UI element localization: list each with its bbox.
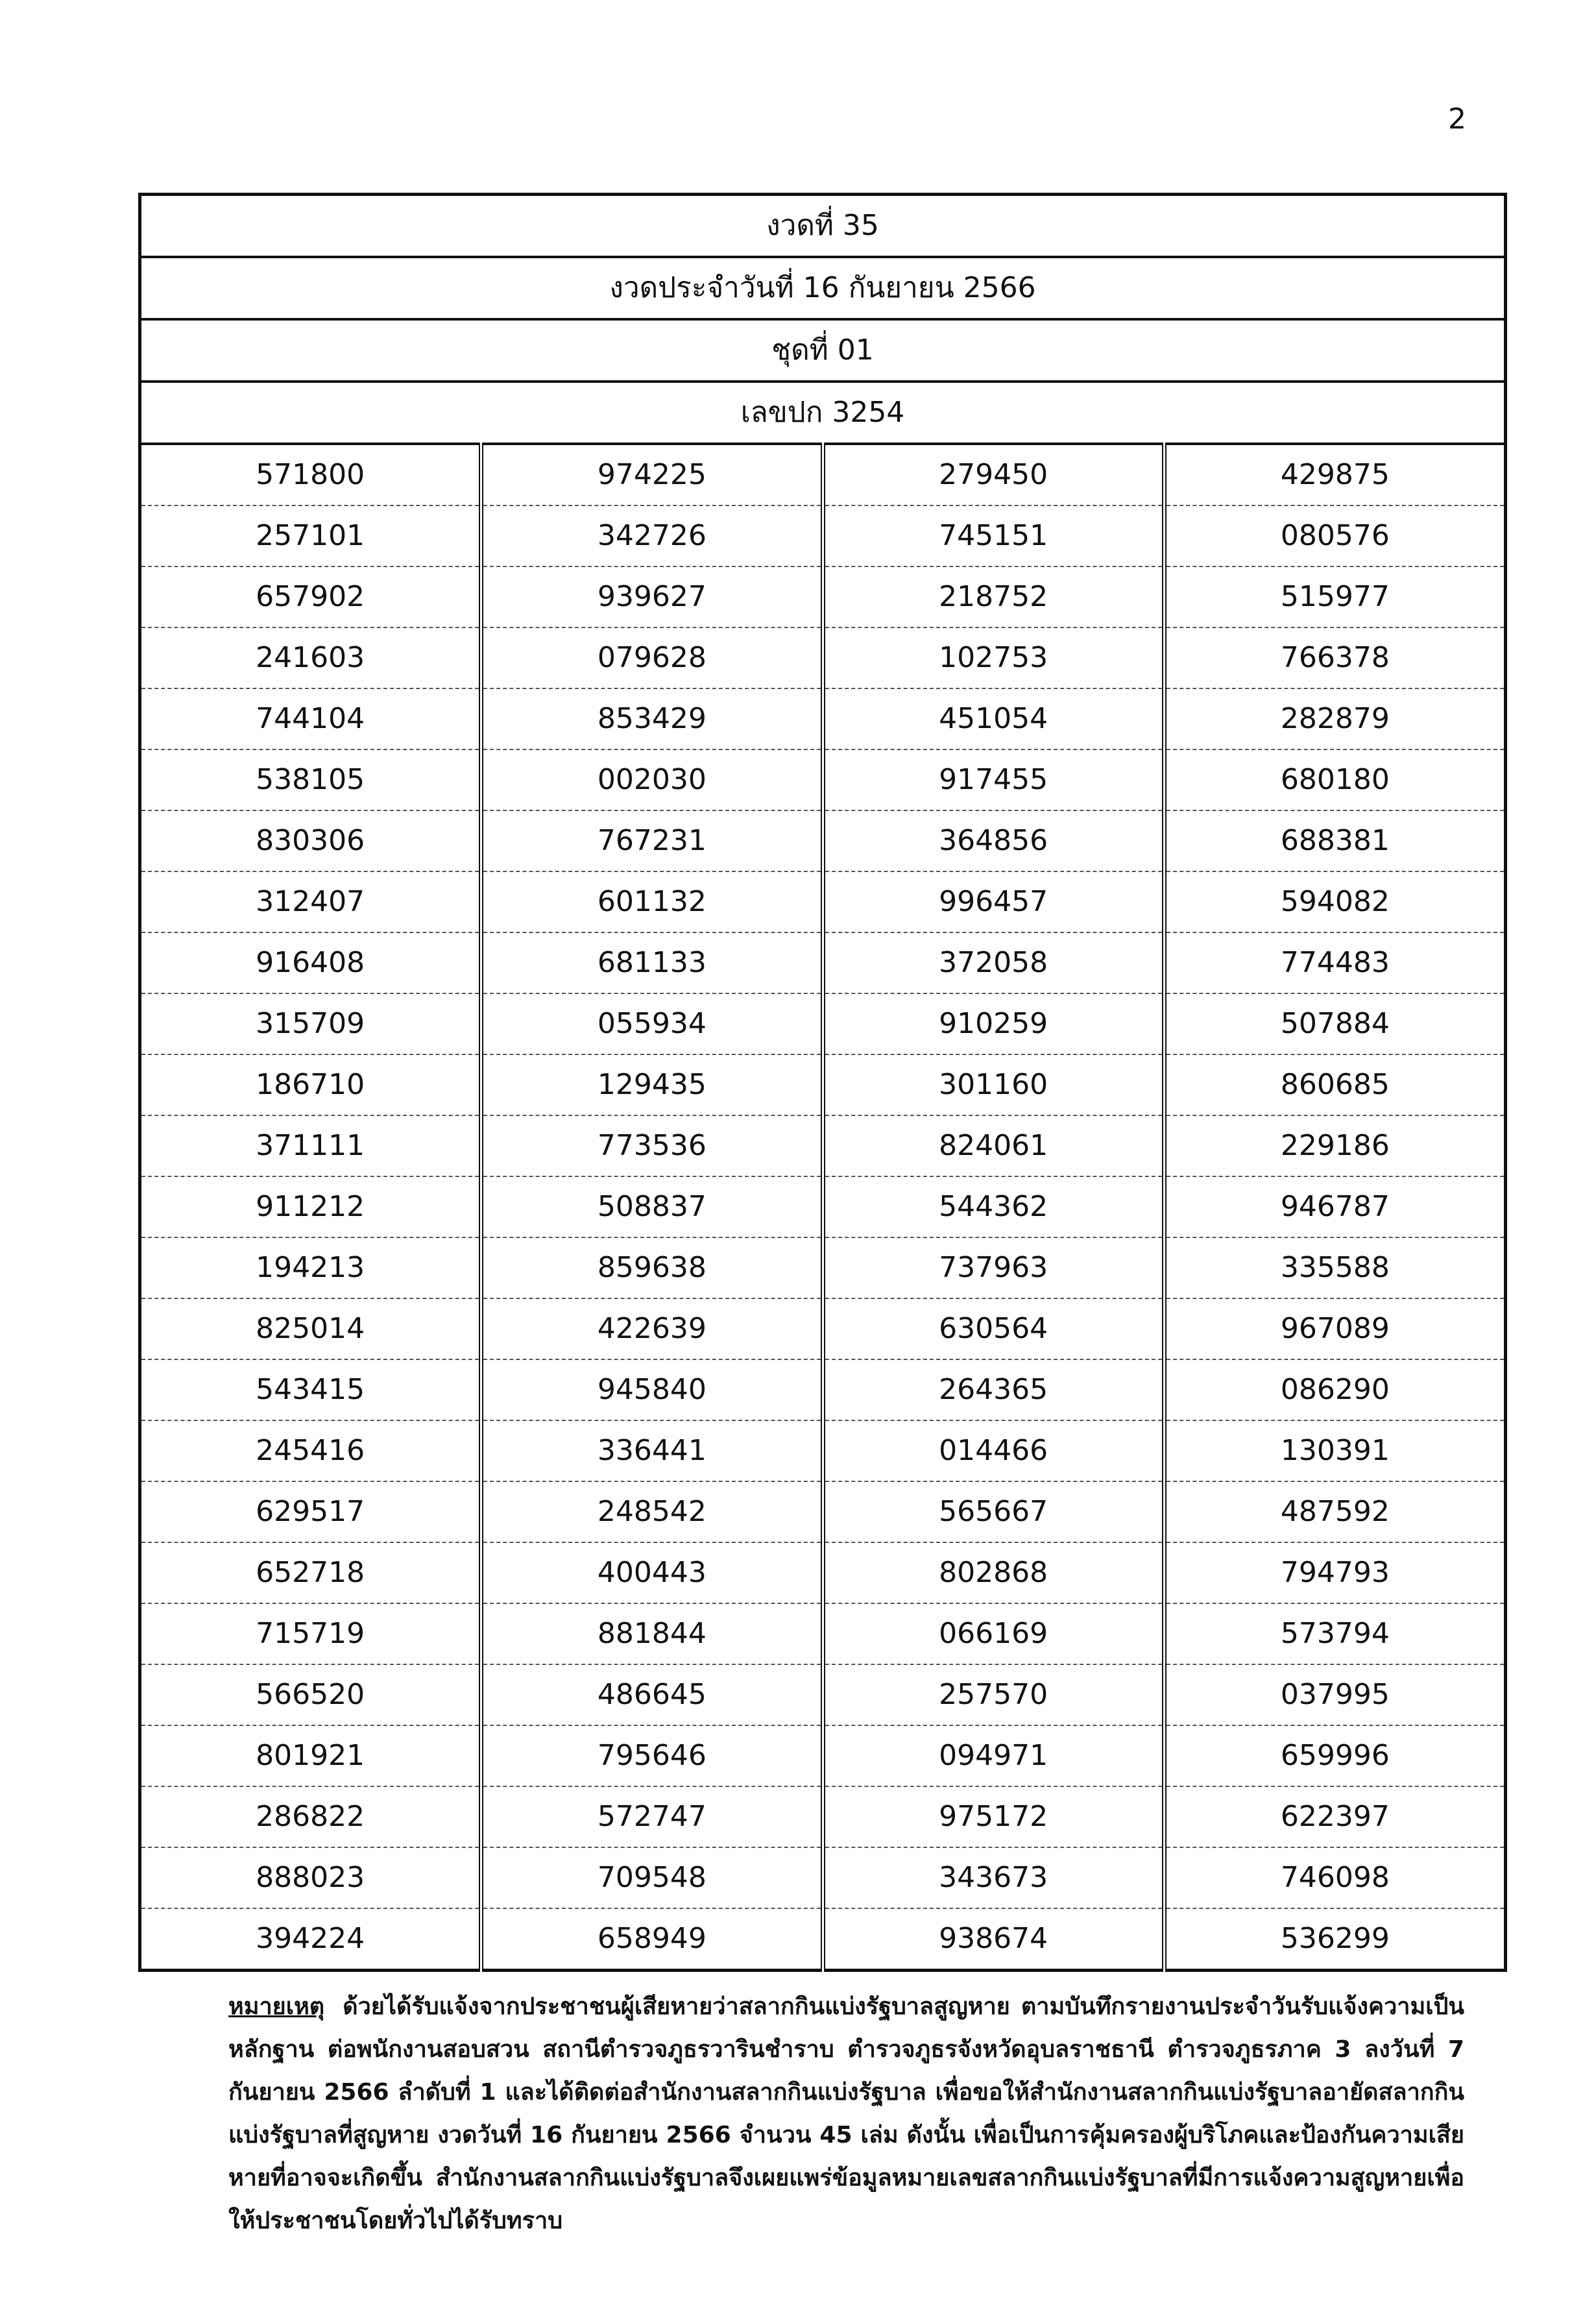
lottery-number-cell: 218752 — [823, 566, 1164, 627]
lottery-number-cell: 194213 — [140, 1237, 481, 1298]
table-row — [140, 1786, 1506, 1847]
lottery-number-cell: 229186 — [1164, 1115, 1505, 1176]
lottery-number-cell: 801921 — [140, 1725, 481, 1786]
lottery-number-cell: 680180 — [1164, 749, 1505, 810]
table-row — [140, 566, 1506, 627]
lottery-number-cell: 911212 — [140, 1176, 481, 1237]
table-row — [140, 688, 1506, 749]
lottery-number-cell: 507884 — [1164, 993, 1505, 1054]
lottery-number-cell: 688381 — [1164, 810, 1505, 871]
lottery-number-cell: 264365 — [823, 1359, 1164, 1420]
lottery-number-cell: 681133 — [481, 932, 823, 993]
lottery-number-cell: 102753 — [823, 627, 1164, 688]
lottery-number-cell: 737963 — [823, 1237, 1164, 1298]
lottery-number-cell: 996457 — [823, 871, 1164, 932]
lottery-number-cell: 767231 — [481, 810, 823, 871]
draw-date: งวดประจำวันที่ 16 กันยายน 2566 — [140, 257, 1506, 319]
lottery-number-cell: 917455 — [823, 749, 1164, 810]
lottery-number-cell: 715719 — [140, 1603, 481, 1664]
table-row — [140, 932, 1506, 993]
lottery-number-cell: 508837 — [481, 1176, 823, 1237]
table-row — [140, 1542, 1506, 1603]
lottery-number-cell: 487592 — [1164, 1481, 1505, 1542]
lottery-number-cell: 566520 — [140, 1664, 481, 1725]
lottery-number-cell: 002030 — [481, 749, 823, 810]
lottery-number-cell: 766378 — [1164, 627, 1505, 688]
lottery-number-cell: 536299 — [1164, 1908, 1505, 1971]
table-row — [140, 1115, 1506, 1176]
table-row — [140, 1664, 1506, 1725]
lottery-number-cell: 086290 — [1164, 1359, 1505, 1420]
lottery-number-cell: 794793 — [1164, 1542, 1505, 1603]
footnote-text: ด้วยได้รับแจ้งจากประชาชนผู้เสียหายว่าสลากกินแบ่งรัฐบาลสูญหาย ตามบันทึกรายงานประจำวันรับแจ้งความเป็นหลักฐาน ต่อพนักงานสอบสวน สถานีตำรวจภูธรวารินชำราบ ตำรวจภูธรจังหวัดอุบลราชธานี ตำรวจภูธรภาค 3 ลงวันที่ 7 กันยายน 2566 ลำดับที่ 1 และได้ติดต่อสำนักงานสลากกินแบ่งรัฐบาล เพื่อขอให้สำนักงานสลากกินแบ่งรัฐบาลอายัดสลากกินแบ่งรัฐบาลที่สูญหาย งวดวันที่ 16 กันยายน 2566 จำนวน 45 เล่ม ดังนั้น เพื่อเป็นการคุ้มครองผู้บริโภคและป้องกันความเสียหายที่อาจจะเกิดขึ้น สำนักงานสลากกินแบ่งรัฐบาลจึงเผยแพร่ข้อมูลหมายเลขสลากกินแบ่งรัฐบาลที่มีการแจ้งความสูญหายเพื่อให้ประชาชนโดยทั่วไปได้รับทราบ — [228, 1993, 1464, 2234]
lottery-number-cell: 335588 — [1164, 1237, 1505, 1298]
lottery-number-cell: 364856 — [823, 810, 1164, 871]
lottery-number-cell: 130391 — [1164, 1420, 1505, 1481]
lottery-number-cell: 079628 — [481, 627, 823, 688]
lottery-number-cell: 342726 — [481, 505, 823, 566]
lottery-number-cell: 910259 — [823, 993, 1164, 1054]
lottery-number-cell: 129435 — [481, 1054, 823, 1115]
lottery-number-cell: 094971 — [823, 1725, 1164, 1786]
table-row — [140, 1298, 1506, 1359]
table-row — [140, 810, 1506, 871]
lottery-number-cell: 967089 — [1164, 1298, 1505, 1359]
lottery-number-cell: 014466 — [823, 1420, 1164, 1481]
table-row — [140, 1603, 1506, 1664]
lottery-number-cell: 657902 — [140, 566, 481, 627]
lottery-number-cell: 571800 — [140, 444, 481, 505]
lottery-number-cell: 659996 — [1164, 1725, 1505, 1786]
lottery-number-cell: 451054 — [823, 688, 1164, 749]
header-row-draw-no — [140, 195, 1506, 258]
lottery-number-cell: 055934 — [481, 993, 823, 1054]
lottery-number-cell: 257101 — [140, 505, 481, 566]
lottery-number-cell: 594082 — [1164, 871, 1505, 932]
lottery-number-cell: 774483 — [1164, 932, 1505, 993]
lottery-number-cell: 429875 — [1164, 444, 1505, 505]
lottery-number-cell: 248542 — [481, 1481, 823, 1542]
lottery-number-cell: 746098 — [1164, 1847, 1505, 1908]
lottery-number-cell: 945840 — [481, 1359, 823, 1420]
lottery-number-cell: 888023 — [140, 1847, 481, 1908]
table-row — [140, 444, 1506, 505]
table-row — [140, 627, 1506, 688]
lottery-number-cell: 080576 — [1164, 505, 1505, 566]
lottery-number-cell: 257570 — [823, 1664, 1164, 1725]
lottery-number-cell: 572747 — [481, 1786, 823, 1847]
table-row — [140, 993, 1506, 1054]
lottery-number-cell: 279450 — [823, 444, 1164, 505]
lottery-number-cell: 066169 — [823, 1603, 1164, 1664]
lottery-number-cell: 343673 — [823, 1847, 1164, 1908]
lottery-number-cell: 336441 — [481, 1420, 823, 1481]
table-row — [140, 1908, 1506, 1971]
lottery-number-cell: 824061 — [823, 1115, 1164, 1176]
lottery-number-cell: 859638 — [481, 1237, 823, 1298]
lottery-number-cell: 830306 — [140, 810, 481, 871]
lottery-number-cell: 241603 — [140, 627, 481, 688]
header-row-cover-no — [140, 382, 1506, 444]
lottery-number-cell: 422639 — [481, 1298, 823, 1359]
lottery-number-cell: 825014 — [140, 1298, 481, 1359]
table-row — [140, 1054, 1506, 1115]
lottery-number-cell: 773536 — [481, 1115, 823, 1176]
table-body — [140, 195, 1506, 1971]
footnote-label: หมายเหตุ — [228, 1993, 325, 2020]
lottery-number-cell: 853429 — [481, 688, 823, 749]
table-row — [140, 1420, 1506, 1481]
lottery-number-cell: 186710 — [140, 1054, 481, 1115]
lottery-number-cell: 745151 — [823, 505, 1164, 566]
lottery-number-cell: 916408 — [140, 932, 481, 993]
lottery-number-cell: 486645 — [481, 1664, 823, 1725]
lottery-number-cell: 286822 — [140, 1786, 481, 1847]
lottery-number-cell: 312407 — [140, 871, 481, 932]
lottery-number-cell: 974225 — [481, 444, 823, 505]
lottery-number-cell: 372058 — [823, 932, 1164, 993]
draw-number: งวดที่ 35 — [140, 195, 1506, 258]
lottery-number-cell: 802868 — [823, 1542, 1164, 1603]
table-row — [140, 1359, 1506, 1420]
header-row-set-no — [140, 319, 1506, 382]
lottery-number-cell: 573794 — [1164, 1603, 1505, 1664]
lottery-number-cell: 037995 — [1164, 1664, 1505, 1725]
lottery-number-cell: 939627 — [481, 566, 823, 627]
lottery-number-cell: 860685 — [1164, 1054, 1505, 1115]
lottery-number-cell: 538105 — [140, 749, 481, 810]
lottery-number-cell: 652718 — [140, 1542, 481, 1603]
table-row — [140, 1237, 1506, 1298]
set-number: ชุดที่ 01 — [140, 319, 1506, 382]
lottery-number-cell: 744104 — [140, 688, 481, 749]
lottery-number-cell: 881844 — [481, 1603, 823, 1664]
lottery-table — [138, 193, 1507, 1972]
lottery-number-cell: 975172 — [823, 1786, 1164, 1847]
lottery-number-cell: 658949 — [481, 1908, 823, 1971]
footnote — [228, 1986, 1464, 2242]
lottery-number-cell: 622397 — [1164, 1786, 1505, 1847]
table-row — [140, 871, 1506, 932]
table-row — [140, 1481, 1506, 1542]
lottery-number-cell: 946787 — [1164, 1176, 1505, 1237]
lottery-number-cell: 400443 — [481, 1542, 823, 1603]
lottery-number-cell: 795646 — [481, 1725, 823, 1786]
lottery-number-cell: 630564 — [823, 1298, 1164, 1359]
lottery-number-cell: 245416 — [140, 1420, 481, 1481]
lottery-number-cell: 565667 — [823, 1481, 1164, 1542]
lottery-number-cell: 282879 — [1164, 688, 1505, 749]
lottery-number-cell: 629517 — [140, 1481, 481, 1542]
lottery-number-cell: 371111 — [140, 1115, 481, 1176]
lottery-number-cell: 515977 — [1164, 566, 1505, 627]
lottery-number-cell: 301160 — [823, 1054, 1164, 1115]
lottery-number-cell: 394224 — [256, 1922, 365, 1955]
lottery-number-cell: 709548 — [481, 1847, 823, 1908]
table-row — [140, 1176, 1506, 1237]
table-row — [140, 1725, 1506, 1786]
cover-number: เลขปก 3254 — [140, 382, 1506, 444]
table-row — [140, 505, 1506, 566]
lottery-number-cell: 938674 — [823, 1908, 1164, 1971]
page-number: 2 — [1448, 103, 1466, 136]
table-row — [140, 1847, 1506, 1908]
lottery-number-cell: 315709 — [140, 993, 481, 1054]
lottery-number-cell: 544362 — [823, 1176, 1164, 1237]
lottery-number-cell: 601132 — [481, 871, 823, 932]
table-row — [140, 749, 1506, 810]
lottery-number-cell: 543415 — [140, 1359, 481, 1420]
header-row-draw-date — [140, 257, 1506, 319]
